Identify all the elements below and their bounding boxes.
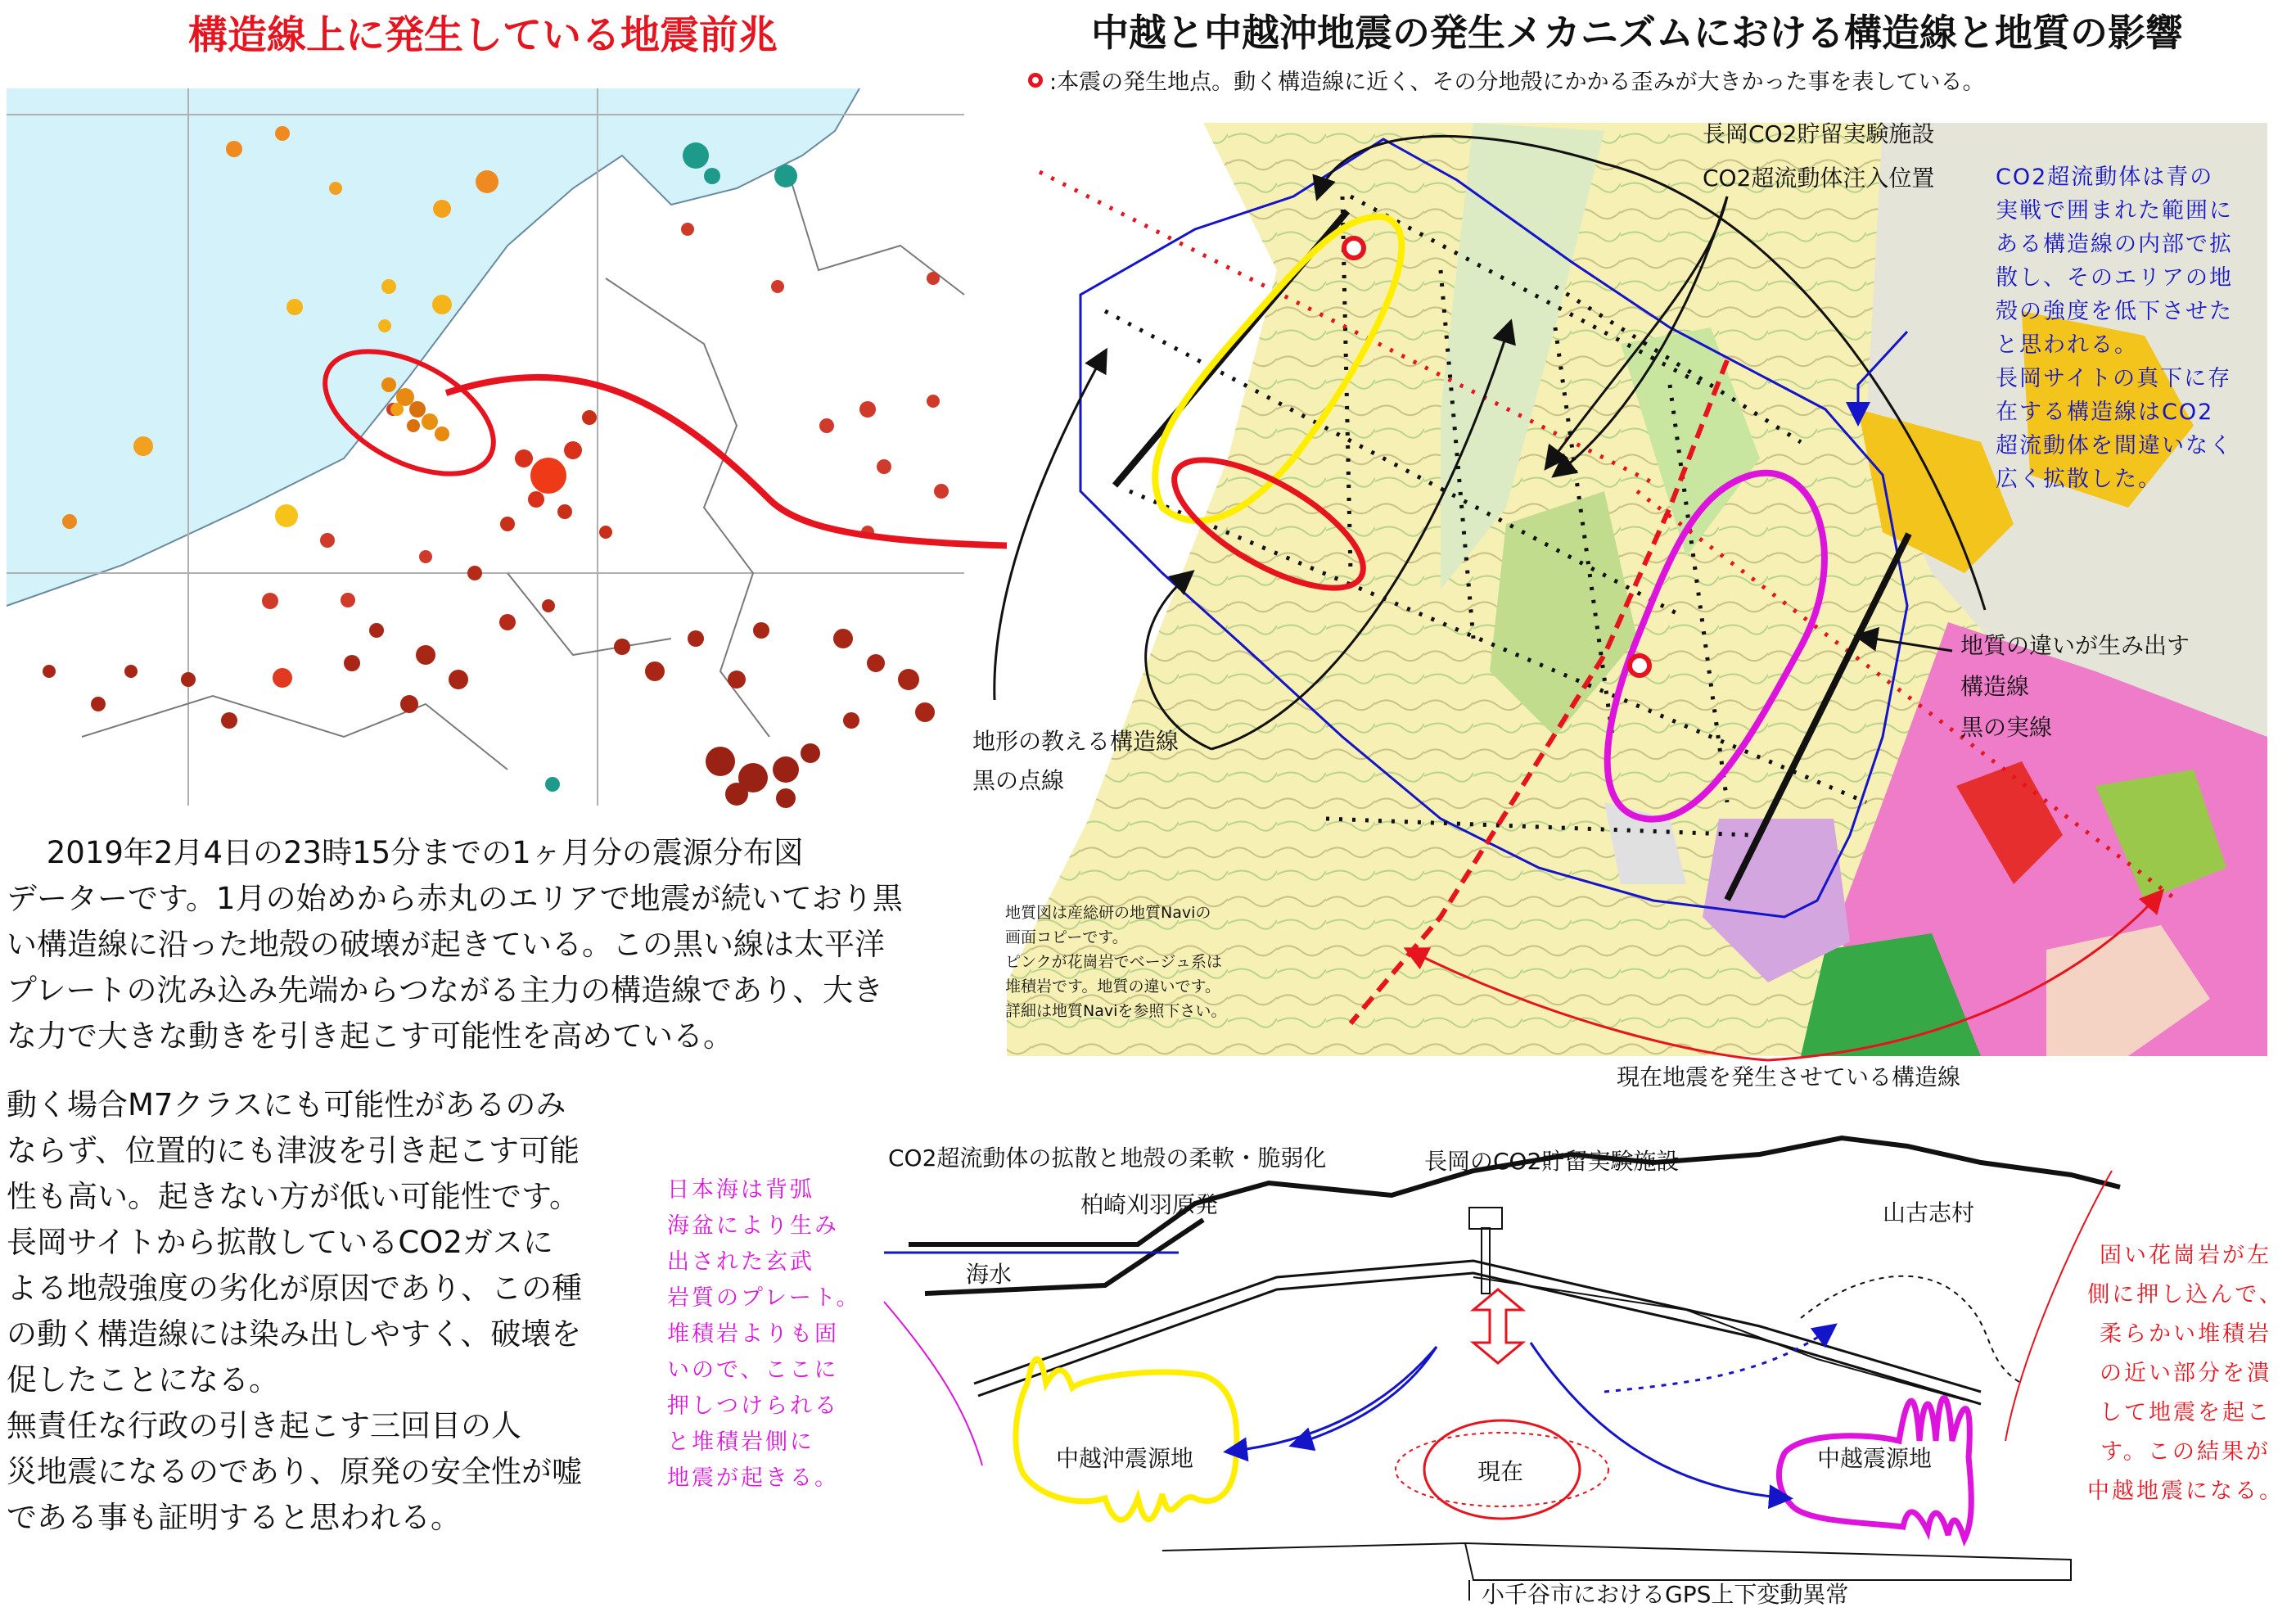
magenta-note [667, 1172, 868, 1497]
body-paragraph-2 [7, 1082, 582, 1541]
body-line: プレートの沈み込み先端からつながる主力の構造線であり、大き [7, 973, 884, 1008]
blue-note-line: ある構造線の内部で拡 [1996, 232, 2233, 257]
seawater-label: 海水 [966, 1261, 1013, 1288]
body-line: の動く構造線には染み出しやすく、破壊を [7, 1316, 582, 1352]
facility-cs-label: 長岡のCO2貯留実験施設 [1424, 1148, 1680, 1175]
blue-note-line: 在する構造線はCO2 [1996, 400, 2214, 425]
red-note-line: 柔らかい堆積岩 [2100, 1321, 2271, 1347]
body-line: 無責任な行政の引き起こす三回目の人 [7, 1408, 521, 1443]
blue-note-line: 超流動体を間違いなく [1996, 433, 2233, 458]
blue-note [1996, 160, 2274, 496]
source-note-line: 詳細は地質Naviを参照下さい。 [1005, 1002, 1227, 1020]
kashiwazaki-label: 柏崎刈羽原発 [1080, 1191, 1219, 1218]
red-note-line: す。この結果が [2100, 1439, 2271, 1465]
red-note [2079, 1236, 2292, 1511]
blue-note-line: と思われる。 [1996, 332, 2138, 358]
topo-label-2: 黒の点線 [972, 767, 1065, 794]
source-note [1005, 901, 1226, 1023]
chuetsu-oki-label: 中越沖震源地 [1056, 1445, 1194, 1472]
cross-section-title: CO2超流動体の拡散と地殻の柔軟・脆弱化 [888, 1145, 1327, 1172]
body-line: な力で大きな動きを引き起こす可能性を高めている。 [7, 1018, 733, 1054]
magenta-note-line: 日本海は背弧 [667, 1177, 814, 1203]
magenta-note-line: 地震が起きる。 [667, 1465, 839, 1491]
red-note-line: 側に押し込んで、 [2087, 1282, 2284, 1307]
magenta-note-line: 押しつけられる [667, 1393, 839, 1419]
body-line: である事も証明すると思われる。 [7, 1500, 461, 1535]
blue-note-line: 実戦で囲まれた範囲に [1996, 198, 2233, 224]
legend-text: :本震の発生地点。動く構造線に近く、その分地殻にかかる歪みが大きかった事を表している。 [1049, 70, 1985, 95]
body-line: よる地殻強度の劣化が原因であり、この種 [7, 1271, 582, 1306]
body-line: 促したことになる。 [7, 1362, 279, 1398]
body-line: 災地震になるのであり、原発の安全性が嘘 [7, 1454, 582, 1489]
topo-label-1: 地形の教える構造線 [972, 728, 1180, 755]
blue-note-line: CO2超流動体は青の [1996, 165, 2214, 190]
magenta-note-line: いので、ここに [667, 1357, 839, 1383]
blue-note-line: 広く拡散した。 [1996, 467, 2162, 492]
right-title: 中越と中越沖地震の発生メカニズムにおける構造線と地質の影響 [1091, 11, 2183, 55]
source-note-line: 堆積岩です。地質の違いです。 [1005, 978, 1220, 996]
body-line: 性も高い。起きない方が低い可能性です。 [7, 1179, 580, 1214]
epicenter-oki-icon [1344, 238, 1364, 258]
body-line: 2019年2月4日の23時15分までの1ヶ月分の震源分布図 [7, 835, 804, 870]
red-note-line: して地震を起こ [2100, 1400, 2271, 1425]
geo-diff-label-3: 黒の実線 [1960, 714, 2053, 741]
body-line: 動く場合M7クラスにも可能性があるのみ [7, 1087, 566, 1122]
blue-note-line: 長岡サイトの真下に存 [1996, 366, 2232, 391]
source-note-line: ピンクが花崗岩でベージュ系は [1005, 953, 1222, 971]
gps-label: 小千谷市におけるGPS上下変動異常 [1482, 1581, 1849, 1608]
geo-diff-label-1: 地質の違いが生み出す [1960, 632, 2190, 659]
facility-label-2: CO2超流動体注入位置 [1703, 165, 1935, 192]
current-fault-label: 現在地震を発生させている構造線 [1617, 1063, 1961, 1090]
geo-diff-label-2: 構造線 [1960, 673, 2030, 700]
body-line: ならず、位置的にも津波を引き起こす可能 [7, 1133, 580, 1168]
body-line: 長岡サイトから拡散しているCO2ガスに [7, 1225, 553, 1260]
chuetsu-label: 中越震源地 [1817, 1445, 1933, 1472]
red-note-line: 中越地震になる。 [2087, 1479, 2284, 1504]
magenta-note-line: 堆積岩よりも固 [667, 1321, 839, 1347]
body-line: い構造線に沿った地殻の破壊が起きている。この黒い線は太平洋 [7, 927, 885, 962]
magenta-note-line: と堆積岩側に [667, 1429, 814, 1455]
magenta-note-line: 海盆により生み [667, 1213, 839, 1239]
magenta-note-line: 岩質のプレート。 [667, 1285, 861, 1311]
left-title: 構造線上に発生している地震前兆 [187, 12, 778, 58]
source-note-line: 画面コピーです。 [1005, 928, 1128, 946]
red-note-line: 固い花崗岩が左 [2100, 1243, 2271, 1268]
blue-note-line: 殻の強度を低下させた [1996, 299, 2233, 324]
facility-label-1: 長岡CO2貯留実験施設 [1703, 120, 1935, 147]
body-paragraph-1 [7, 830, 903, 1059]
source-note-line: 地質図は産総研の地質Naviの [1005, 904, 1211, 922]
red-note-line: の近い部分を潰 [2100, 1361, 2271, 1386]
current-label: 現在 [1477, 1458, 1524, 1485]
body-line: データーです。1月の始めから赤丸のエリアで地震が続いており黒 [7, 881, 903, 916]
magenta-note-line: 出された玄武 [667, 1249, 814, 1275]
epicenter-chuetsu-icon [1630, 656, 1649, 675]
blue-note-line: 散し、そのエリアの地 [1996, 265, 2233, 291]
yamakoshi-label: 山古志村 [1883, 1199, 1975, 1226]
